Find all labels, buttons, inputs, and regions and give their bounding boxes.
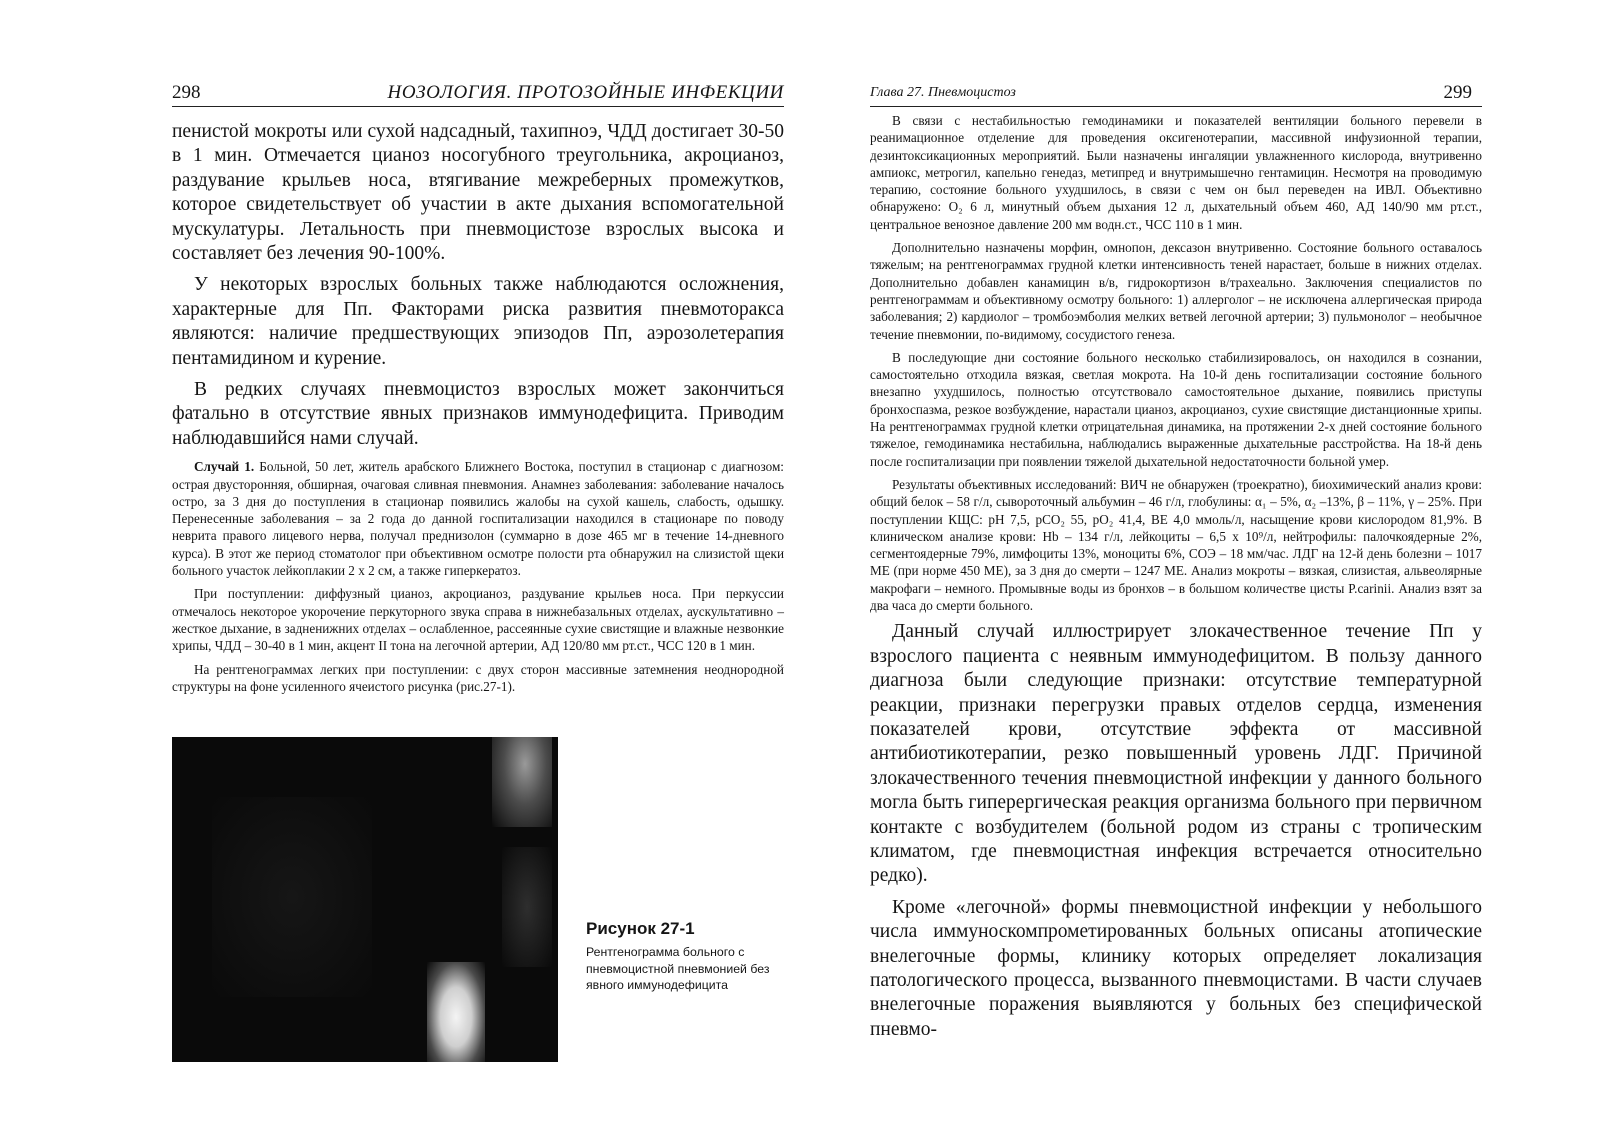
running-title-left: НОЗОЛОГИЯ. ПРОТОЗОЙНЫЕ ИНФЕКЦИИ [387, 82, 784, 103]
figure-caption-text: Рентгенограмма больного с пневмоцистной пневмонией без явного иммунодефицита [586, 945, 770, 992]
small-paragraph: Дополнительно назначены морфин, омнопон, дексазон внутривенно. Состояние больного оставалось тяжелым; на рентгенограммах грудной клетки интенсивность теней нарастает, больше в нижних отделах. Дополнительно добавлен канамицин в/в, гидрокортизон в/трахеально. Заключения специалистов по рентгенограммам и объективному осмотру больного: 1) аллерголог – не исключена аллергическая природа заболевания; 2) кардиолог – тромбоэмболия мелких ветвей легочной артерии; 3) пульмонолог – необычное течение пневмонии, по-видимому, сосудистого генеза. [870, 240, 1482, 342]
xray-image [172, 737, 558, 1062]
right-text-column [870, 112, 1482, 1049]
page-number-right: 299 [1443, 82, 1472, 103]
figure-title: Рисунок 27-1 [586, 919, 695, 938]
running-head-left [172, 82, 784, 107]
case-text: Больной, 50 лет, житель арабского Ближнего Востока, поступил в стационар с диагнозом: острая двусторонняя, обширная, очаговая сливная пневмония. Анамнез заболевания: заболевание началось остро, за 3 дня до поступления в стационар появились жалобы на сухой кашель, слабость, одышку. Перенесенные заболевания – за 2 года до данной госпитализации находился в стационаре по поводу неврита правого лицевого нерва, получал преднизолон (суммарно в дозе 465 мг в течение 14-дневного курса). В этот же период стоматолог при объективном осмотре полости рта обнаружил на слизистой щеки больного участок лейкоплакии 2 х 2 см, а также гиперкератоз. [172, 459, 784, 579]
running-title-right: Глава 27. Пневмоцистоз [870, 85, 1016, 100]
figure-caption [586, 918, 776, 994]
case-label: Случай 1. [194, 459, 255, 475]
small-paragraph: Результаты объективных исследований: ВИЧ не обнаружен (троекратно), биохимический анализ крови: общий белок – 58 г/л, сывороточный альбумин – 46 г/л, глобулины: α₁ – 5%, α₂ –13%, β – 11%, γ – 25%. При поступлении КЩС: pH 7,5, pCO₂ 55, pO₂ 41,4, BE 4,0 ммоль/л, насыщение крови кислородом 81,9%. В клиническом анализе крови: Hb – 134 г/л, лейкоциты – 6,5 х 10⁹/л, нейтрофилы: палочкоядерные 2%, сегментоядерные 79%, лимфоциты 13%, моноциты 6%, СОЭ – 18 мм/час. ЛДГ на 12-й день болезни – 1017 МЕ (при норме 450 МЕ), за 3 дня до смерти – 1247 МЕ. Анализ мокроты – вязкая, слизистая, альвеолярные макрофаги – немного. Промывные воды из бронхов – в большом количестве цисты P.carinii. Анализ взят за два часа до смерти больного. [870, 476, 1482, 614]
right-page [800, 0, 1600, 1137]
left-text-column [172, 120, 784, 701]
small-paragraph: При поступлении: диффузный цианоз, акроцианоз, раздувание крыльев носа. При перкуссии отмечалось некоторое укорочение перкуторного звука справа в нижнебазальных отделах, аускультативно – жесткое дыхание, в задненижних отделах – ослабленное, рассеянные сухие свистящие и влажные незвонкие хрипы, ЧДД – 30-40 в 1 мин, акцент II тона на легочной артерии, АД 120/80 мм рт.ст., ЧСС 120 в 1 мин. [172, 586, 784, 654]
paragraph: В редких случаях пневмоцистоз взрослых может закончиться фатально в отсутствие явных признаков иммунодефицита. Приводим наблюдавшийся нами случай. [172, 379, 784, 449]
paragraph: Данный случай иллюстрирует злокачественное течение Пп у взрослого пациента с неявным иммунодефицитом. В пользу данного диагноза были следующие признаки: отсутствие температурной реакции, признаки перегрузки правых отделов сердца, изменения показателей крови, отсутствие эффекта от массивной антибиотикотерапии, резко повышенный уровень ЛДГ. Причиной злокачественного течения пневмоцистной инфекции у данного больного могла быть гиперергическая реакция организма больного при первичном контакте с возбудителем (больной родом из страны с тропическим климатом, где пневмоцистная инфекция встречается относительно редко). [870, 621, 1482, 887]
figure-27-1 [172, 737, 787, 1062]
small-paragraph: На рентгенограммах легких при поступлении: с двух сторон массивные затемнения неоднородной структуры на фоне усиленного ячеистого рисунка (рис.27-1). [172, 661, 784, 694]
small-paragraph: В связи с нестабильностью гемодинамики и показателей вентиляции больного перевели в реанимационное отделение для проведения оксигенотерапии, массивной инфузионной терапии, дезинтоксикационных мероприятий. Были назначены ингаляции увлажненного кислорода, внутривенно ампиокс, метрогил, капельно генедаз, метипред и внутримышечно гентамицин. Несмотря на проводимую терапию, состояние больного ухудшилось, в связи с чем он был переведен на ИВЛ. Объективно обнаружено: O₂ 6 л, минутный объем дыхания 12 л, дыхательный объем 460, АД 140/90 мм рт.ст., центральное венозное давление 200 мм водн.ст., ЧСС 110 в 1 мин. [870, 113, 1482, 232]
small-paragraph: В последующие дни состояние больного несколько стабилизировалось, он находился в сознании, самостоятельно отходила вязкая, светлая мокрота. На 10-й день госпитализации состояние больного внезапно ухудшилось, полностью отсутствовало самостоятельное дыхание, появились приступы бронхоспазма, резкое возбуждение, нарастали цианоз, акроцианоз, сухие свистящие дистанционные хрипы. На рентгенограммах грудной клетки отрицательная динамика, на протяжении 2-х дней состояние больного тяжелое, гемодинамика нестабильна, наблюдались выраженные дыхательные расстройства. На 18-й день после госпитализации при появлении тяжелой дыхательной недостаточности больной умер. [870, 349, 1482, 469]
page-number-left: 298 [172, 82, 201, 103]
case-paragraph [172, 458, 784, 579]
paragraph: пенистой мокроты или сухой надсадный, тахипноэ, ЧДД достигает 30-50 в 1 мин. Отмечается цианоз носогубного треугольника, акроцианоз, раздувание крыльев носа, втягивание межреберных промежутков, которое свидетельствует об участии в акте дыхания вспомогательной мускулатуры. Летальность при пневмоцистозе взрослых высока и составляет без лечения 90-100%. [172, 121, 784, 265]
paragraph: У некоторых взрослых больных также наблюдаются осложнения, характерные для Пп. Факторами риска развития пневмоторакса являются: наличие предшествующих эпизодов Пп, аэрозолетерапия пентамидином и курение. [172, 274, 784, 369]
paragraph: Кроме «легочной» формы пневмоцистной инфекции у небольшого числа иммуноскомпрометированных больных описаны атопические внелегочные формы, клинику которых определяет локализация патологического процесса, вызванного пневмоцистами. В части случаев внелегочные поражения выявляются у больных без специфической пневмо- [870, 896, 1482, 1040]
running-head-right [870, 82, 1482, 107]
